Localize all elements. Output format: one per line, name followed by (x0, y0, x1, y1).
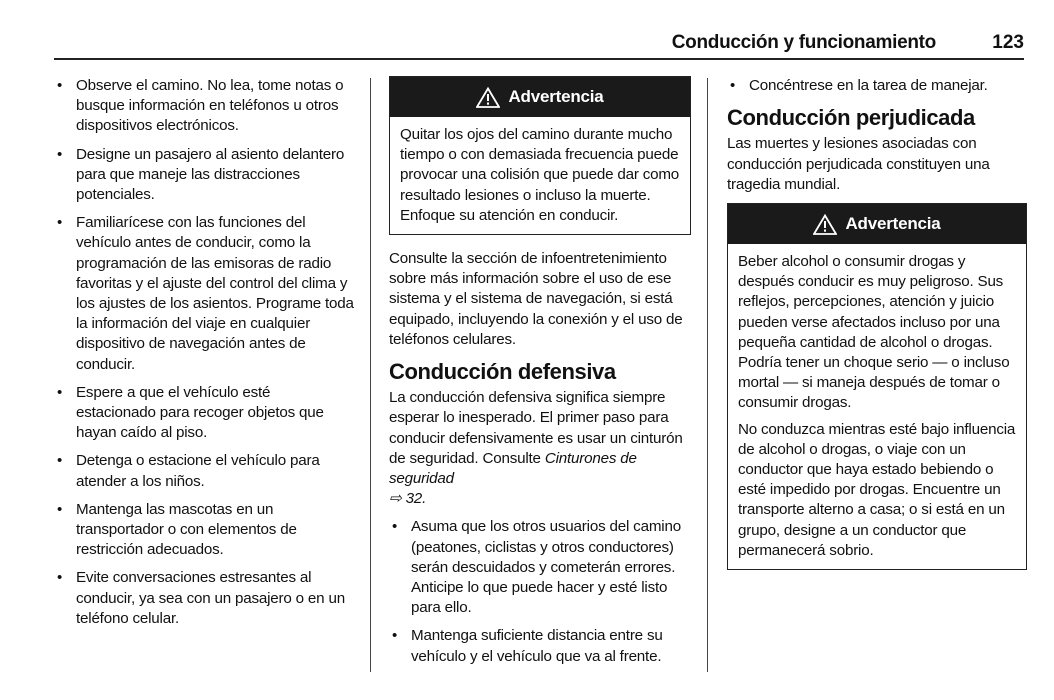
reference-page: 32 (405, 490, 423, 508)
column-2 (389, 76, 691, 675)
section-heading: Conducción perjudicada (727, 105, 975, 131)
bullet-icon: • (730, 77, 736, 94)
bullet-icon: • (57, 214, 63, 232)
bullet-icon: • (392, 627, 398, 645)
bullet-icon: • (57, 77, 63, 94)
paragraph: La conducción defensiva significa siempre esperar lo inesperado. El primer paso para conducir defensivamente es usar un cinturón de seguridad. Consulte Cinturones de seguridad ⇨ 32. (389, 389, 683, 508)
warning-box (389, 76, 691, 235)
list-item: • Mantenga suficiente distancia entre su vehículo y el vehículo que va al frente. (392, 627, 663, 665)
list-item: • Mantenga las mascotas en un transportador o con elementos de restricción adecuados. (57, 500, 297, 559)
bullet-icon: • (57, 452, 63, 470)
list-item: • Familiarícese con las funciones del vehículo antes de conducir, como la programación de las emisoras de radio favoritas y el ajuste del control del clima y los ajustes de los asientos. Programe toda la información del viaje en cualquier dispositivo de navegación antes de conducir. (57, 214, 354, 373)
list-item: • Concéntrese en la tarea de manejar. (727, 76, 1027, 96)
bullet-icon: • (57, 145, 63, 163)
column-divider (707, 78, 708, 672)
section-heading: Conducción defensiva (389, 359, 616, 385)
warning-text: Quitar los ojos del camino durante mucho tiempo o con demasiada frecuencia puede provocar una colisión que puede dar como resultado lesiones o incluso la muerte. Enfoque su atención en conducir. (400, 126, 680, 224)
column-3 (727, 76, 1027, 584)
list-item: • Evite conversaciones estresantes al conducir, ya sea con un pasajero o en un teléfono celular. (57, 569, 345, 627)
list-item: • Observe el camino. No lea, tome notas o busque información en teléfonos u otros dispositivos electrónicos. (57, 77, 344, 135)
page-number: 123 (992, 32, 1024, 53)
bullet-icon: • (57, 383, 63, 401)
page-header (54, 28, 1024, 60)
warning-header (728, 204, 1026, 244)
paragraph: Consulte la sección de infoentretenimiento sobre más información sobre el uso de ese sistema y el sistema de navegación, si está equipado, incluyendo la conexión y el uso de teléfonos celulares. (389, 250, 683, 348)
warning-box (727, 203, 1027, 570)
list-item: • Detenga o estacione el vehículo para atender a los niños. (57, 452, 320, 490)
cross-reference[interactable]: Cinturones de seguridad (389, 449, 637, 488)
warning-text: Beber alcohol o consumir drogas y después conducir es muy peligroso. Sus reflejos, percepciones, atención y juicio pueden verse afectados incluso por una pequeña cantidad de alcohol o drogas. Podría tener un choque serio — o incluso mortal — si maneja después de tomar o consumir drogas. (738, 253, 1010, 412)
warning-header (390, 77, 690, 117)
list-item: • Asuma que los otros usuarios del camino (peatones, ciclistas y otros conductores) serán descuidados y cometerán errores. Anticipe lo que puede hacer y esté listo para ello. (392, 518, 681, 617)
bullet-icon: • (57, 569, 63, 587)
page-arrow-icon: ⇨ (389, 490, 402, 508)
bullet-icon: • (392, 518, 398, 536)
column-1 (54, 76, 354, 637)
list-item: • Designe un pasajero al asiento delantero para que maneje las distracciones potenciales. (57, 145, 345, 204)
bullet-icon: • (57, 500, 63, 518)
warning-text: No conduzca mientras esté bajo influencia de alcohol o drogas, o viaje con un conductor que haya estado bebiendo o esté impedido por drogas. Encuentre un transporte alterno a casa; o si está en un grupo, designe a un conductor que permanecerá sobrio. (738, 420, 1016, 559)
paragraph: Las muertes y lesiones asociadas con conducción perjudicada constituyen una tragedia mundial. (727, 135, 990, 193)
list-item: • Espere a que el vehículo esté estacionado para recoger objetos que hayan caído al piso. (57, 383, 324, 442)
warning-title: Advertencia (845, 213, 941, 233)
section-title: Conducción y funcionamiento (671, 32, 936, 53)
warning-triangle-icon (813, 214, 837, 235)
column-divider (370, 78, 371, 672)
warning-triangle-icon (476, 87, 500, 108)
warning-title: Advertencia (508, 86, 604, 106)
